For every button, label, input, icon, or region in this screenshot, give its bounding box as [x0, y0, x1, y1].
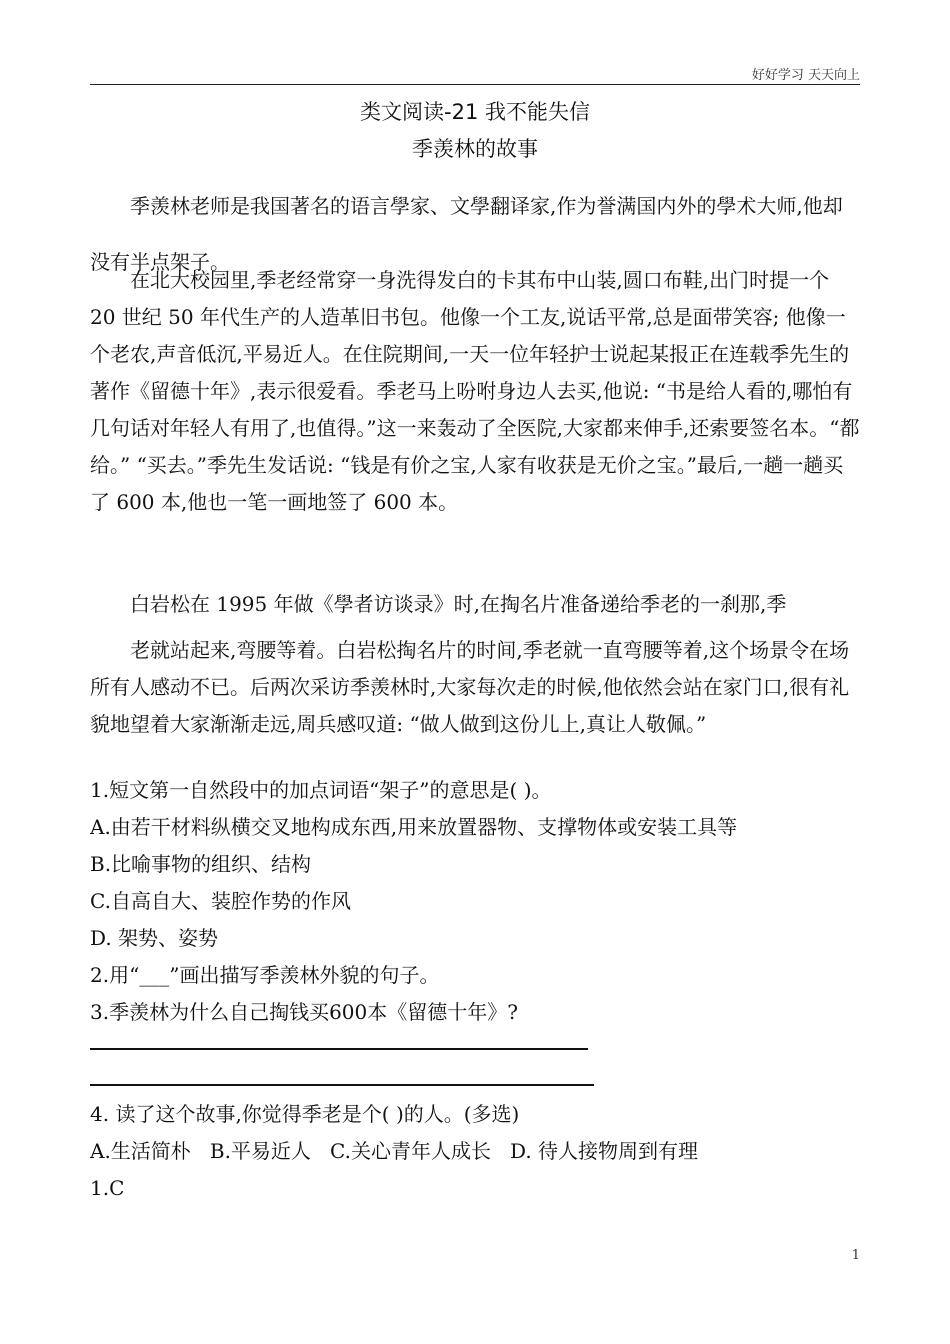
- question-3: 3.季羡林为什么自己掏钱买600本《留德十年》?: [90, 1000, 518, 1024]
- question-4-options: A.生活简朴 B.平易近人 C.关心青年人成长 D. 待人接物周到有理: [90, 1139, 699, 1163]
- questions-section: [90, 772, 860, 1031]
- paragraph-3-rest: 老就站起来,弯腰等着。白岩松掏名片的时间,季老就一直弯腰等着,这个场景令在场所有人感动不已。后两次采访季羡林时,大家每次走的时候,他依然会站在家门口,很有礼貌地望着大家渐渐走远,周兵感叹道: “做人做到这份儿上,真让人敬佩。”: [90, 638, 850, 736]
- paragraph-1: 季羡林老师是我国著名的语言學家、文學翻译家,作为誉满国内外的學术大师,他却没有半点架子。: [90, 194, 843, 274]
- questions-section-2: [90, 1096, 860, 1207]
- page-number: 1: [851, 1248, 860, 1263]
- answer-key-1: 1.C: [90, 1176, 125, 1200]
- question-1-option-c: C.自高自大、装腔作势的作风: [90, 889, 351, 913]
- question-1: 1.短文第一自然段中的加点词语“架子”的意思是( )。: [90, 778, 552, 802]
- page-title: 类文阅读-21 我不能失信: [360, 100, 590, 124]
- question-2: 2.用“___”画出描写季羡林外貌的句子。: [90, 963, 440, 987]
- answer-line-1[interactable]: [90, 1048, 588, 1050]
- paragraph-3: [90, 576, 860, 743]
- question-4: 4. 读了这个故事,你觉得季老是个( )的人。(多选): [90, 1102, 520, 1126]
- question-1-option-d: D. 架势、姿势: [90, 926, 219, 950]
- paragraph-2: 在北大校园里,季老经常穿一身洗得发白的卡其布中山装,圆口布鞋,出门时提一个 20 世纪 50 年代生产的人造革旧书包。他像一个工友,说话平常,总是面带笑容; 他像一个老农,声音低沉,平易近人。在住院期间,一天一位年轻护士说起某报正在连载季先生的著作《留德十年》,表示很爱看。季老马上吩咐身边人去买,他说: “书是给人看的,哪怕有几句话对年轻人有用了,也值得。”这一来轰动了全医院,大家都来伸手,还索要签名本。“都给。” “买去。”季先生发话说: “钱是有价之宝,人家有收获是无价之宝。”最后,一趟一趟买了 600 本,他也一笔一画地签了 600 本。: [90, 268, 860, 514]
- header-rule: [90, 84, 860, 85]
- question-1-option-a: A.由若干材料纵横交叉地构成东西,用来放置器物、支撑物体或安装工具等: [90, 815, 738, 839]
- paragraph-3-first-line: 白岩松在 1995 年做《學者访谈录》时,在掏名片准备递给季老的一刹那,季: [130, 592, 787, 616]
- header-motto: 好好学习 天天向上: [751, 68, 860, 83]
- answer-line-2[interactable]: [90, 1084, 594, 1086]
- page-subtitle: 季羡林的故事: [412, 137, 538, 161]
- question-1-option-b: B.比喻事物的组织、结构: [90, 852, 312, 876]
